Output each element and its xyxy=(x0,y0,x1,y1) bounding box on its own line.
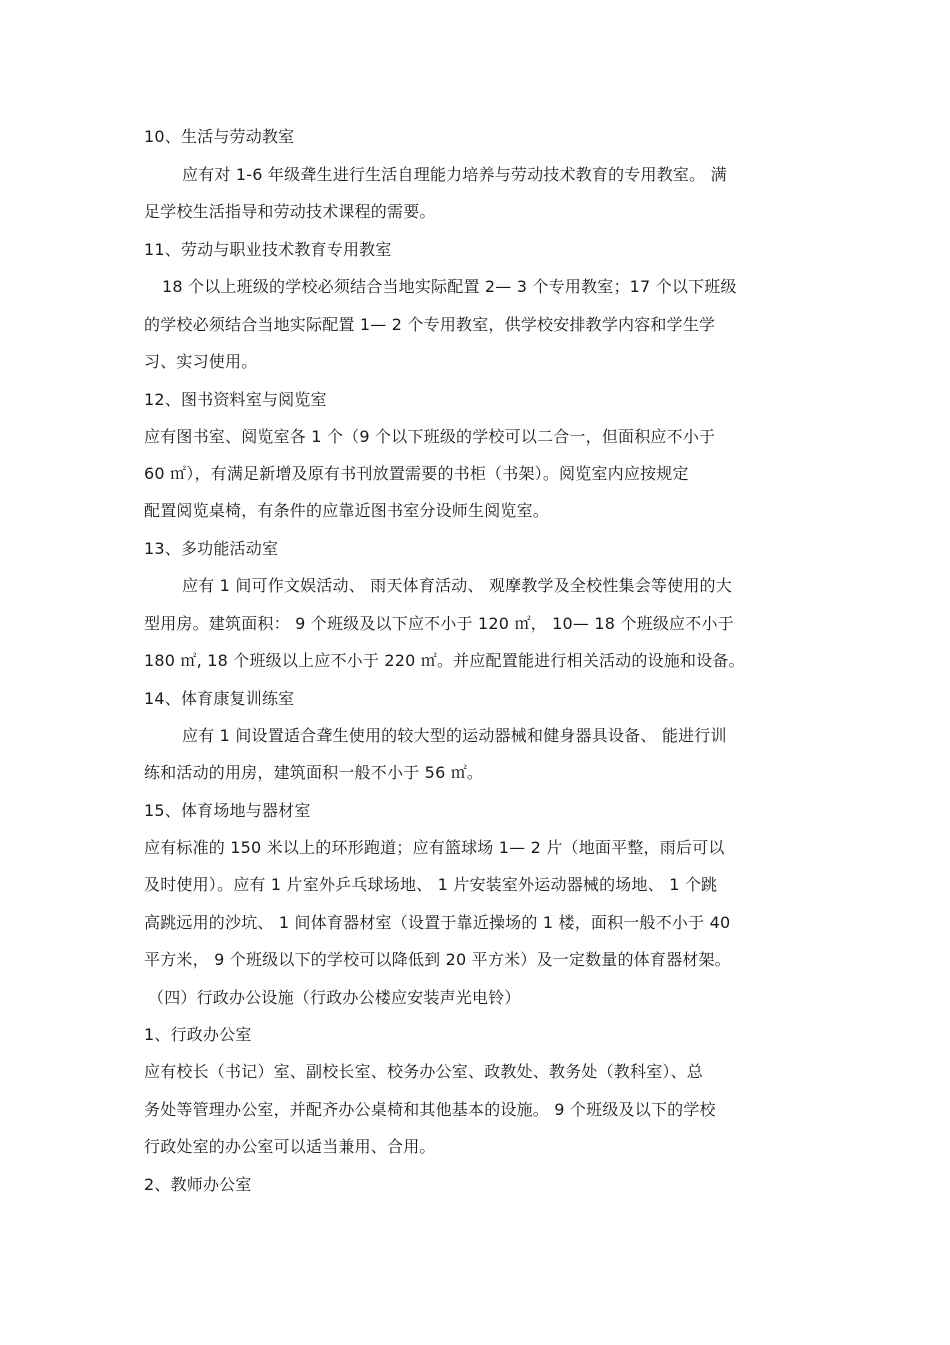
section-13-text-line-1: 应有 1 间可作文娱活动、 雨天体育活动、 观摩教学及全校性集会等使用的大 xyxy=(182,576,732,595)
section-12-text-line-1: 应有图书室、阅览室各 1 个（9 个以下班级的学校可以二合一，但面积应不小于 xyxy=(144,427,716,446)
section-13-text-line-3: 180 ㎡, 18 个班级以上应不小于 220 ㎡。并应配置能进行相关活动的设施和设备。 xyxy=(144,651,745,670)
section-15-text-line-3: 高跳远用的沙坑、 1 间体育器材室（设置于靠近操场的 1 楼，面积一般不小于 40 xyxy=(144,913,731,932)
section-10-text-line-1: 应有对 1-6 年级聋生进行生活自理能力培养与劳动技术教育的专用教室。 满 xyxy=(182,165,727,184)
item-1-text-line-2: 务处等管理办公室，并配齐办公桌椅和其他基本的设施。 9 个班级及以下的学校 xyxy=(144,1100,716,1119)
section-14-text-line-2: 练和活动的用房，建筑面积一般不小于 56 ㎡。 xyxy=(144,763,484,782)
section-11-text-line-3: 习、实习使用。 xyxy=(144,352,258,371)
item-1-text-line-1: 应有校长（书记）室、副校长室、校务办公室、政教处、教务处（教科室）、总 xyxy=(144,1062,704,1081)
section-15-text-line-4: 平方米， 9 个班级以下的学校可以降低到 20 平方米）及一定数量的体育器材架。 xyxy=(144,950,731,969)
section-11-text-line-2: 的学校必须结合当地实际配置 1— 2 个专用教室，供学校安排教学内容和学生学 xyxy=(144,315,716,334)
section-12-text-line-2: 60 ㎡），有满足新增及原有书刊放置需要的书柜（书架）。阅览室内应按规定 xyxy=(144,464,689,483)
section-12-text-line-3: 配置阅览桌椅，有条件的应靠近图书室分设师生阅览室。 xyxy=(144,501,550,520)
item-1-heading: 1、行政办公室 xyxy=(144,1025,252,1044)
item-2-heading: 2、教师办公室 xyxy=(144,1175,252,1194)
section-12-heading: 12、图书资料室与阅览室 xyxy=(144,390,327,409)
section-13-heading: 13、多功能活动室 xyxy=(144,539,279,558)
part-4-heading: （四）行政办公设施（行政办公楼应安装声光电铃） xyxy=(148,988,521,1007)
section-10-text-line-2: 足学校生活指导和劳动技术课程的需要。 xyxy=(144,202,436,221)
section-11-heading: 11、劳动与职业技术教育专用教室 xyxy=(144,240,392,259)
section-15-text-line-1: 应有标准的 150 米以上的环形跑道；应有篮球场 1— 2 片（地面平整，雨后可以 xyxy=(144,838,725,857)
section-15-heading: 15、体育场地与器材室 xyxy=(144,801,311,820)
section-14-text-line-1: 应有 1 间设置适合聋生使用的较大型的运动器械和健身器具设备、 能进行训 xyxy=(182,726,727,745)
section-15-text-line-2: 及时使用）。应有 1 片室外乒乓球场地、 1 片安装室外运动器械的场地、 1 个跳 xyxy=(144,875,718,894)
section-14-heading: 14、体育康复训练室 xyxy=(144,689,295,708)
item-1-text-line-3: 行政处室的办公室可以适当兼用、合用。 xyxy=(144,1137,436,1156)
section-10-heading: 10、生活与劳动教室 xyxy=(144,127,295,146)
section-13-text-line-2: 型用房。建筑面积： 9 个班级及以下应不小于 120 ㎡， 10— 18 个班级应不小于 xyxy=(144,614,734,633)
section-11-text-line-1: 18 个以上班级的学校必须结合当地实际配置 2— 3 个专用教室；17 个以下班级 xyxy=(162,277,737,296)
